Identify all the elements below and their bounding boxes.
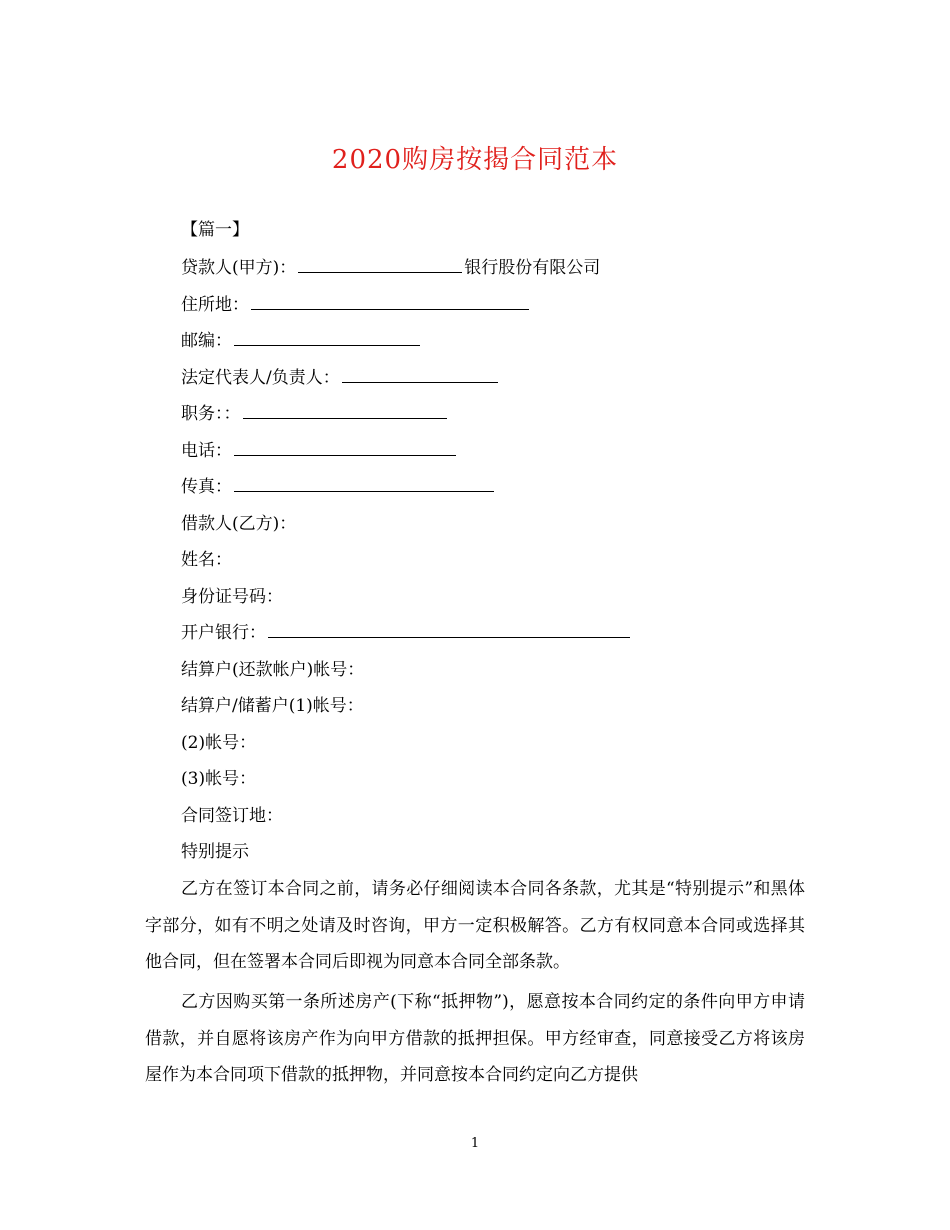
- settlement-account-line: 结算户(还款帐户)帐号：: [181, 660, 365, 680]
- document-title: 2020购房按揭合同范本: [331, 145, 619, 175]
- fax-line: [181, 473, 496, 501]
- address-blank: [251, 291, 529, 310]
- fax-label: 传真：: [181, 477, 232, 497]
- lender-line: [181, 254, 600, 282]
- address-line: [181, 291, 531, 319]
- account-3-line: (3)帐号：: [181, 769, 257, 789]
- position-label: 职务：：: [181, 404, 241, 424]
- phone-label: 电话：: [181, 441, 232, 461]
- legal-rep-blank: [342, 364, 498, 383]
- postcode-blank: [234, 327, 420, 346]
- page-number: 1: [470, 1136, 480, 1151]
- legal-rep-line: [181, 364, 500, 392]
- bank-label: 开户银行：: [181, 623, 266, 643]
- account-2-line: (2)帐号：: [181, 733, 257, 753]
- phone-blank: [234, 437, 456, 456]
- special-notice-heading: 特别提示: [181, 842, 249, 862]
- signing-place-line: 合同签订地：: [181, 806, 283, 826]
- address-label: 住所地：: [181, 295, 249, 315]
- legal-rep-label: 法定代表人/负责人：: [181, 368, 340, 388]
- bank-blank: [268, 619, 630, 638]
- section-heading: 【篇一】: [181, 220, 249, 240]
- fax-blank: [234, 473, 494, 492]
- lender-label: 贷款人(甲方)：: [181, 258, 297, 278]
- position-line: [181, 400, 449, 428]
- borrower-line: 借款人(乙方)：: [181, 514, 297, 534]
- name-line: 姓名：: [181, 550, 232, 570]
- phone-line: [181, 437, 458, 465]
- bank-line: [181, 619, 632, 647]
- postcode-line: [181, 327, 422, 355]
- savings-account-1-line: 结算户/储蓄户(1)帐号：: [181, 696, 364, 716]
- lender-blank: [298, 254, 462, 273]
- position-blank: [243, 400, 447, 419]
- postcode-label: 邮编：: [181, 331, 232, 351]
- notice-paragraph: 乙方在签订本合同之前，请务必仔细阅读本合同各条款，尤其是“特别提示”和黑体字部分，如有不明之处请及时咨询，甲方一定积极解答。乙方有权同意本合同或选择其他合同，但在签署本合同后即视为同意本合同全部条款。: [145, 879, 805, 972]
- collateral-paragraph: 乙方因购买第一条所述房产(下称“抵押物”)，愿意按本合同约定的条件向甲方申请借款，并自愿将该房产作为向甲方借款的抵押担保。甲方经审查，同意接受乙方将该房屋作为本合同项下借款的抵押物，并同意按本合同约定向乙方提供: [145, 992, 805, 1085]
- id-number-line: 身份证号码：: [181, 587, 283, 607]
- lender-suffix: 银行股份有限公司: [464, 258, 601, 278]
